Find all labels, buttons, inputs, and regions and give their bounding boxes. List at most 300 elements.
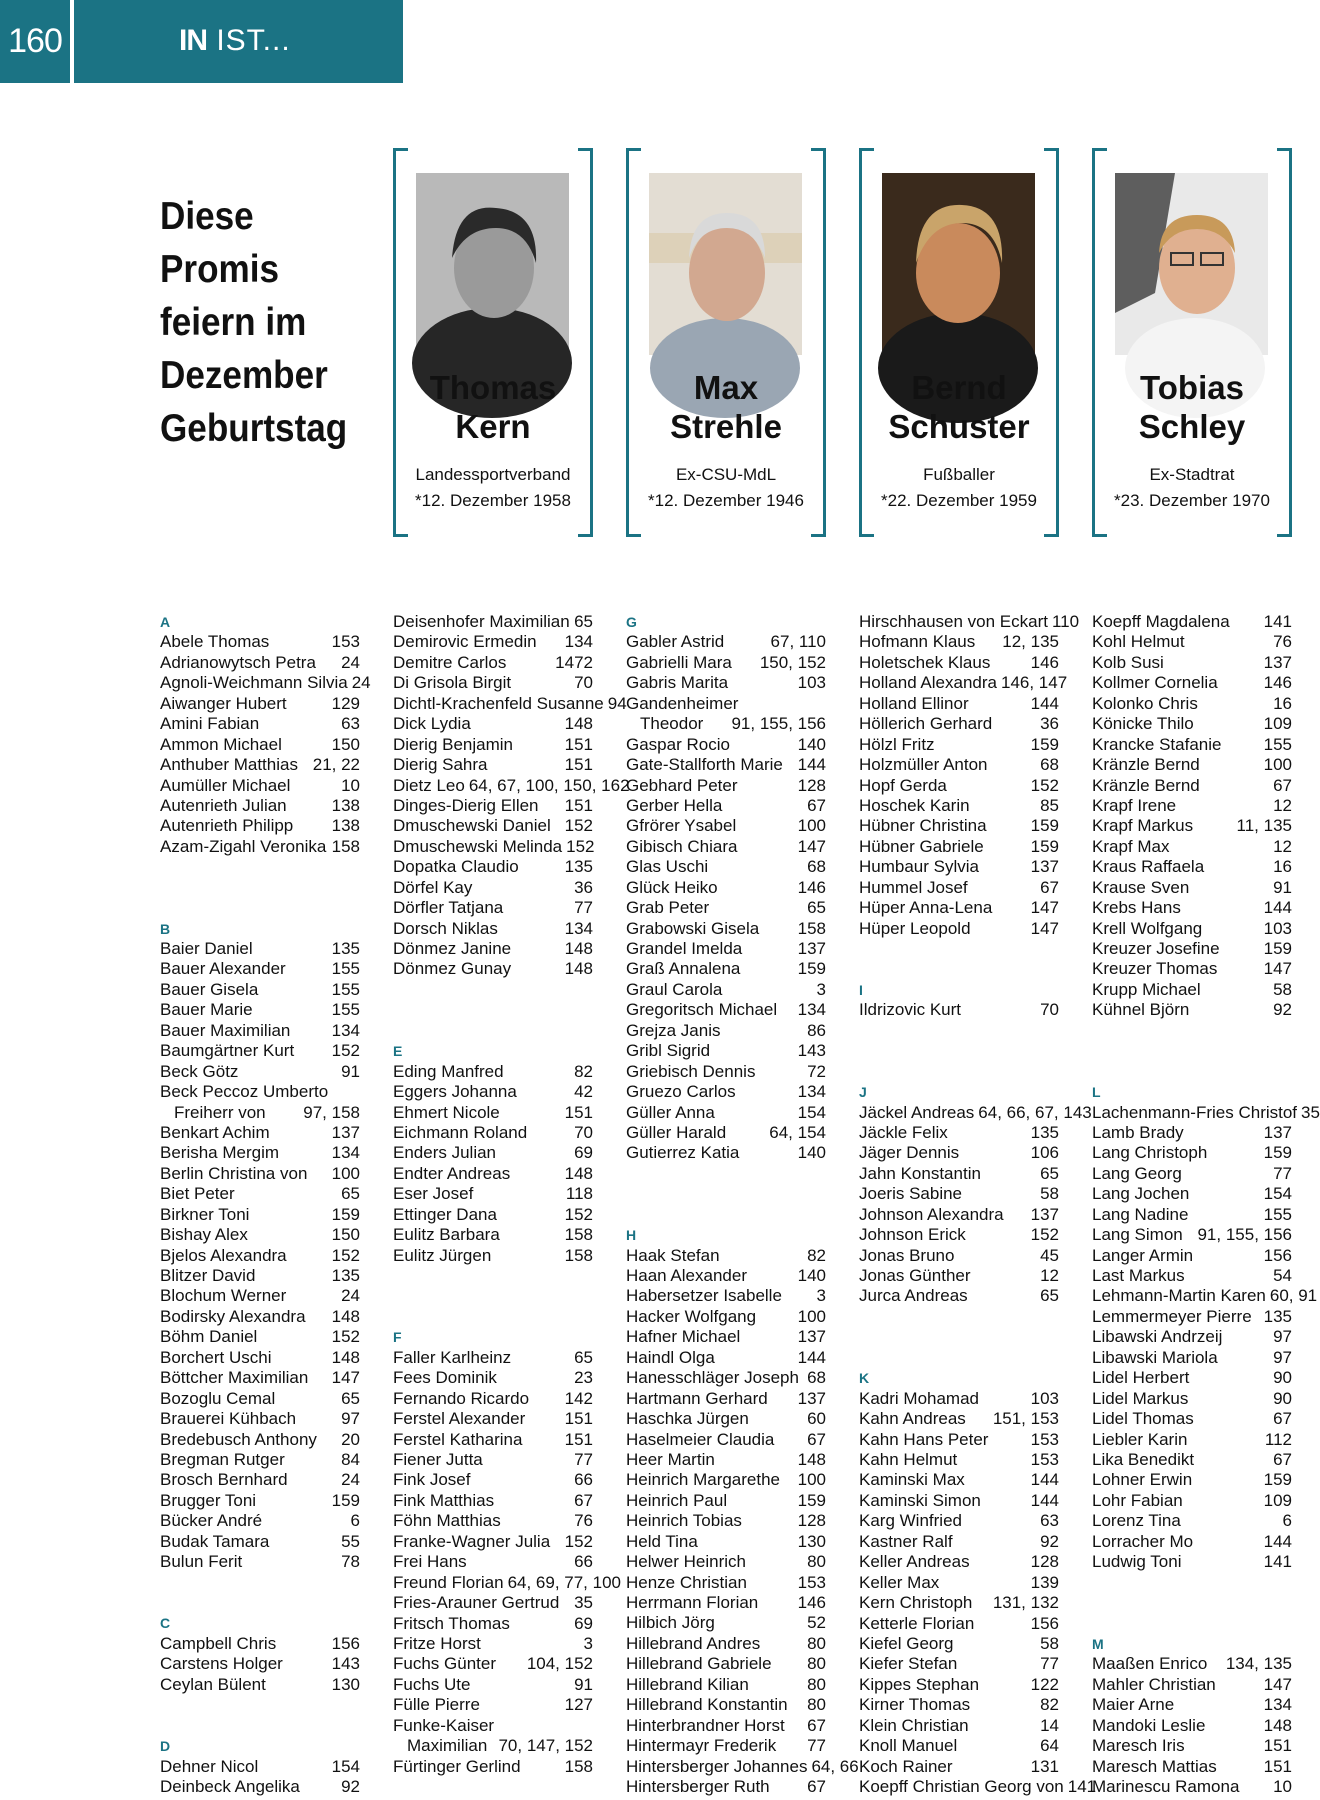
index-entry-pages: 65	[341, 1388, 360, 1408]
index-entry-name: Birkner Toni	[160, 1204, 250, 1224]
index-entry-name: Hillebrand Andres	[626, 1633, 761, 1653]
index-entry	[1092, 837, 1292, 857]
index-entry-name: Klein Christian	[859, 1715, 969, 1735]
index-entry-pages: 91, 155, 156	[1197, 1225, 1292, 1245]
index-entry	[859, 1532, 1059, 1552]
index-entry-pages: 147	[1263, 959, 1292, 979]
celebrity-card-strehle	[626, 148, 826, 533]
headline-line: Dezember	[160, 354, 328, 397]
index-entry-pages: 151	[1263, 1756, 1292, 1776]
celebrity-info	[626, 462, 826, 514]
index-entry-name: Eichmann Roland	[393, 1122, 528, 1142]
index-entry	[626, 1756, 859, 1777]
index-column-3	[626, 612, 859, 1797]
index-entry-pages: 147	[1030, 898, 1059, 918]
index-entry-name: Deisenhofer Maximilian	[393, 612, 570, 631]
index-entry-name: Hanesschläger Joseph	[626, 1368, 799, 1388]
index-entry-name: Hafner Michael	[626, 1327, 741, 1347]
index-entry	[160, 1675, 360, 1695]
index-entry	[1092, 632, 1292, 652]
index-entry-name: Gebhard Peter	[626, 775, 738, 795]
index-entry-pages: 151	[564, 1409, 593, 1429]
index-entry	[393, 1593, 593, 1613]
index-entry-pages: 10	[341, 775, 360, 795]
index-entry-name: Kirner Thomas	[859, 1695, 971, 1715]
section-title-bold: IN	[179, 24, 207, 57]
section-header	[74, 0, 403, 83]
celebrity-birthdate: *12. Dezember 1958	[415, 491, 571, 510]
index-entry-name: Hüper Leopold	[859, 918, 971, 938]
index-entry-name: Bregman Rutger	[160, 1449, 285, 1469]
index-entry	[859, 1430, 1059, 1450]
index-entry	[859, 837, 1059, 857]
index-entry-name: Krebs Hans	[1092, 898, 1181, 918]
index-entry	[393, 1470, 593, 1490]
index-entry-name: Haak Stefan	[626, 1245, 720, 1265]
index-entry	[626, 1368, 826, 1388]
index-entry	[859, 1757, 1059, 1777]
index-entry	[1092, 1307, 1292, 1327]
index-entry-name: Bulun Ferit	[160, 1552, 243, 1572]
index-entry-name: Hartmann Gerhard	[626, 1388, 768, 1408]
index-entry-pages: 137	[331, 1122, 360, 1142]
index-entry	[160, 653, 360, 673]
index-entry-name: Amini Fabian	[160, 714, 260, 734]
index-entry	[626, 1286, 826, 1306]
index-entry-pages: 137	[797, 1327, 826, 1347]
index-entry	[859, 1184, 1059, 1204]
index-entry-name: Lidel Markus	[1092, 1388, 1189, 1408]
index-entry-name: Koepff Christian Georg von	[859, 1777, 1064, 1797]
index-entry-name: Krupp Michael	[1092, 979, 1201, 999]
index-entry-name: Ettinger Dana	[393, 1204, 497, 1224]
index-entry-pages: 144	[1263, 1531, 1292, 1551]
index-entry-pages: 67	[574, 1490, 593, 1510]
index-entry-name: Gandenheimer	[626, 693, 739, 713]
index-entry	[626, 1348, 826, 1368]
index-entry-name: Marinescu Ramona	[1092, 1777, 1240, 1796]
index-entry-name: Benkart Achim	[160, 1122, 270, 1142]
index-entry	[1092, 1430, 1292, 1450]
index-entry-pages	[822, 694, 826, 714]
index-entry-name: Hofmann Klaus	[859, 632, 976, 652]
index-entry-name: Maaßen Enrico	[1092, 1654, 1208, 1674]
index-letter-heading: K	[859, 1370, 870, 1387]
index-entry-pages: 24	[341, 652, 360, 672]
index-entry	[1092, 1102, 1320, 1123]
index-entry-name: Dehner Nicol	[160, 1756, 259, 1776]
index-entry	[160, 1389, 360, 1409]
index-entry-pages: 151	[564, 1102, 593, 1122]
index-entry-name: Hilbich Jörg	[626, 1613, 715, 1633]
index-entry-pages: 12	[1273, 836, 1292, 856]
first-name: Max	[693, 369, 759, 406]
index-entry-name: Lohner Erwin	[1092, 1470, 1193, 1490]
index-entry-pages: 63	[341, 714, 360, 734]
portrait-photo	[649, 173, 802, 355]
index-entry	[859, 1736, 1059, 1756]
index-entry-pages: 64, 154	[769, 1122, 826, 1142]
index-entry	[160, 735, 360, 755]
index-entry-name: Faller Karlheinz	[393, 1347, 512, 1367]
index-entry-pages: 77	[1040, 1654, 1059, 1674]
index-entry-pages: 152	[566, 836, 595, 856]
index-entry	[1092, 694, 1292, 714]
index-entry-pages: 154	[797, 1102, 826, 1122]
last-name: Kern	[455, 408, 531, 445]
index-entry-pages: 24	[341, 1286, 360, 1306]
index-entry	[160, 632, 360, 652]
index-entry-pages: 146	[1263, 673, 1292, 693]
index-entry-pages: 141	[1263, 1552, 1292, 1572]
index-entry-name: Gate-Stallforth Marie	[626, 755, 783, 775]
index-entry-name: Fees Dominik	[393, 1368, 497, 1388]
index-entry-pages: 147	[1263, 1674, 1292, 1694]
index-entry-name: Dopatka Claudio	[393, 857, 519, 877]
index-entry-name: Ferstel Katharina	[393, 1429, 523, 1449]
index-entry	[393, 939, 593, 959]
index-entry	[626, 1327, 826, 1347]
index-entry-name: Maresch Iris	[1092, 1736, 1185, 1756]
index-entry-pages: 128	[797, 775, 826, 795]
index-entry-name: Lohr Fabian	[1092, 1490, 1183, 1510]
index-entry-pages: 135	[1263, 1306, 1292, 1326]
index-entry-name: Bauer Alexander	[160, 959, 286, 979]
index-entry-pages: 60	[807, 1409, 826, 1429]
index-entry	[160, 1082, 360, 1102]
index-entry-name: Brauerei Kühbach	[160, 1409, 297, 1429]
index-entry-pages: 65	[574, 612, 593, 631]
index-entry-pages: 144	[797, 755, 826, 775]
section-spacer	[859, 939, 1059, 980]
celebrity-card-schuster	[859, 148, 1059, 533]
index-entry-name: Autenrieth Julian	[160, 795, 287, 815]
index-entry-name: Held Tina	[626, 1531, 698, 1551]
index-entry-name: Theodor	[640, 714, 704, 734]
index-entry-pages: 97	[341, 1409, 360, 1429]
index-entry	[160, 1368, 360, 1388]
index-entry	[160, 980, 360, 1000]
index-entry	[626, 980, 826, 1000]
index-entry-name: Aumüller Michael	[160, 775, 291, 795]
index-entry-pages: 158	[564, 1756, 593, 1776]
index-entry-pages: 92	[341, 1777, 360, 1796]
index-entry-name: Lehmann-Martin Karen	[1092, 1286, 1266, 1306]
index-entry-name: Eggers Johanna	[393, 1082, 517, 1102]
index-entry	[393, 735, 593, 755]
index-entry-pages: 92	[1040, 1531, 1059, 1551]
index-entry-name: Frei Hans	[393, 1552, 467, 1572]
index-entry-name: Blitzer David	[160, 1266, 256, 1286]
index-entry-name: Gaspar Rocio	[626, 734, 730, 754]
index-entry-name: Kolb Susi	[1092, 652, 1164, 672]
index-entry	[160, 1430, 360, 1450]
index-entry-name: Di Grisola Birgit	[393, 673, 512, 693]
index-entry	[393, 714, 593, 734]
index-entry-pages: 146	[797, 1593, 826, 1613]
index-entry-pages: 134	[1263, 1695, 1292, 1715]
celebrity-name	[1092, 368, 1292, 446]
index-entry-pages: 150, 152	[759, 652, 826, 672]
index-entry	[1092, 816, 1292, 836]
index-entry-pages: 128	[797, 1511, 826, 1531]
index-entry	[1092, 1123, 1292, 1143]
index-entry-pages: 67	[1273, 775, 1292, 795]
index-entry	[859, 1205, 1059, 1225]
index-entry-pages: 77	[574, 898, 593, 918]
index-entry-pages: 151	[564, 755, 593, 775]
index-entry	[859, 1777, 1097, 1797]
index-entry-pages: 118	[565, 1184, 593, 1204]
index-entry-pages: 155	[331, 959, 360, 979]
index-entry	[626, 1389, 826, 1409]
index-entry-name: Autenrieth Philipp	[160, 816, 294, 836]
celebrity-role: Landessportverband	[415, 465, 571, 484]
index-entry-name: Demirovic Ermedin	[393, 632, 537, 652]
last-name: Schley	[1138, 408, 1246, 445]
index-entry	[626, 1266, 826, 1286]
index-entry-name: Jonas Bruno	[859, 1245, 955, 1265]
index-letter-heading: H	[626, 1227, 637, 1244]
index-entry-pages: 156	[1030, 1613, 1059, 1633]
index-entry-pages: 131	[1030, 1756, 1059, 1776]
index-entry	[393, 1143, 593, 1163]
index-entry-name: Haschka Jürgen	[626, 1409, 749, 1429]
index-entry-pages: 67	[807, 1776, 826, 1796]
index-entry	[160, 1327, 360, 1347]
index-entry-name: Fernando Ricardo	[393, 1388, 530, 1408]
index-entry	[859, 735, 1059, 755]
index-entry	[626, 1470, 826, 1490]
index-entry	[160, 1348, 360, 1368]
index-entry	[160, 1164, 360, 1184]
index-entry-name: Kahn Hans Peter	[859, 1429, 989, 1449]
index-entry-name: Fink Matthias	[393, 1490, 495, 1510]
index-entry	[160, 1634, 360, 1654]
index-entry	[859, 776, 1059, 796]
index-entry	[1092, 796, 1292, 816]
index-entry-name: Hübner Christina	[859, 816, 987, 836]
index-entry	[393, 959, 593, 979]
index-entry	[160, 1511, 360, 1531]
headline-line: Geburtstag	[160, 407, 348, 450]
index-entry-name: Krell Wolfgang	[1092, 918, 1203, 938]
index-letter-heading: L	[1092, 1084, 1101, 1101]
index-entry-name: Hinterbrandner Horst	[626, 1715, 785, 1735]
index-letter-heading: J	[859, 1084, 867, 1101]
index-entry-name: Dmuschewski Melinda	[393, 836, 563, 856]
index-entry	[1092, 1246, 1292, 1266]
index-entry	[393, 1082, 593, 1102]
section-spacer	[160, 1573, 360, 1614]
index-entry	[393, 1552, 593, 1572]
headline	[160, 190, 367, 455]
index-entry	[393, 898, 593, 918]
index-entry	[626, 653, 826, 673]
index-entry-name: Hintersberger Johannes	[626, 1756, 808, 1776]
index-entry	[393, 1430, 593, 1450]
index-entry-pages: 65	[1040, 1163, 1059, 1183]
index-entry	[393, 653, 593, 673]
index-entry-name: Freund Florian	[393, 1572, 504, 1592]
index-entry	[626, 1491, 826, 1511]
index-entry-pages: 60, 91	[1269, 1286, 1318, 1306]
index-letter-heading: D	[160, 1738, 171, 1755]
index-entry-name: Lidel Thomas	[1092, 1409, 1194, 1429]
index-entry-name: Dorsch Niklas	[393, 918, 498, 938]
index-entry-pages: 16	[1273, 857, 1292, 877]
index-entry	[1092, 1225, 1292, 1245]
index-entry-name: Gabrielli Mara	[626, 652, 732, 672]
index-entry-name: Kadri Mohamad	[859, 1388, 980, 1408]
index-entry-pages: 128	[1030, 1552, 1059, 1572]
index-entry	[626, 1675, 826, 1695]
index-entry-pages: 135	[1030, 1122, 1059, 1142]
index-entry	[859, 1000, 1059, 1020]
index-entry-name: Berisha Mergim	[160, 1143, 280, 1163]
index-entry-name: Carstens Holger	[160, 1654, 283, 1674]
index-entry-pages: 91	[341, 1061, 360, 1081]
index-entry	[859, 1286, 1059, 1306]
index-entry-pages: 3	[583, 1633, 593, 1653]
index-entry-pages: 70	[1040, 1000, 1059, 1020]
index-column-1	[160, 612, 371, 1797]
index-entry	[393, 919, 593, 939]
index-letter-heading: A	[160, 614, 171, 630]
index-entry	[160, 837, 360, 857]
index-entry-pages: 24	[341, 1470, 360, 1490]
index-entry-name: Glas Uschi	[626, 857, 709, 877]
celebrity-role: Ex-Stadtrat	[1149, 465, 1235, 484]
index-entry-pages: 82	[807, 1245, 826, 1265]
index-entry	[160, 1409, 360, 1429]
index-entry-pages: 148	[564, 1163, 593, 1183]
index-entry	[393, 632, 593, 652]
index-entry-pages: 58	[1040, 1633, 1059, 1653]
index-entry	[393, 1184, 593, 1204]
index-entry	[160, 694, 360, 714]
index-entry-pages: 142	[564, 1388, 593, 1408]
index-entry	[626, 1736, 826, 1756]
index-entry	[1092, 714, 1292, 734]
index-entry	[1092, 735, 1292, 755]
index-entry	[160, 1757, 360, 1777]
index-entry-pages: 65	[574, 1347, 593, 1367]
index-entry-name: Hirschhausen von Eckart	[859, 612, 1048, 631]
index-entry	[859, 612, 1080, 632]
index-entry	[1092, 1777, 1292, 1797]
index-entry-name: Dinges-Dierig Ellen	[393, 795, 539, 815]
headline-line: feiern im	[160, 301, 307, 344]
index-entry-name: Campbell Chris	[160, 1633, 277, 1653]
index-entry	[626, 1000, 826, 1020]
section-spacer	[160, 1695, 360, 1736]
index-entry-pages: 138	[331, 795, 360, 815]
index-entry	[393, 1614, 593, 1634]
headline-line: Diese	[160, 195, 254, 238]
index-entry-name: Lemmermeyer Pierre	[1092, 1306, 1252, 1326]
index-entry-name: Fritsch Thomas	[393, 1613, 510, 1633]
index-entry-pages: 64, 66	[811, 1756, 859, 1776]
index-entry	[626, 1634, 826, 1654]
index-entry-pages: 16	[1273, 693, 1292, 713]
index-entry-name: Baumgärtner Kurt	[160, 1041, 295, 1061]
index-entry-pages: 112	[1264, 1429, 1292, 1449]
index-entry-pages: 100	[797, 816, 826, 836]
index-entry	[626, 1552, 826, 1572]
index-entry	[1092, 1205, 1292, 1225]
index-letter-heading: M	[1092, 1635, 1104, 1652]
index-entry-pages: 109	[1263, 714, 1292, 734]
index-entry-name: Lorracher Mo	[1092, 1531, 1194, 1551]
index-entry-pages: 94	[607, 693, 627, 713]
index-entry-name: Bücker André	[160, 1511, 263, 1531]
index-entry-pages: 64	[1040, 1736, 1059, 1756]
index-entry	[859, 796, 1059, 816]
index-entry	[1092, 1286, 1318, 1306]
index-entry-name: Krause Sven	[1092, 877, 1190, 897]
index-entry-name: Maximilian	[407, 1736, 488, 1756]
index-entry-pages: 148	[1263, 1715, 1292, 1735]
first-name: Bernd	[911, 369, 1007, 406]
index-entry	[626, 714, 826, 734]
index-entry-name: Ludwig Toni	[1092, 1552, 1182, 1572]
index-entry	[1092, 1736, 1292, 1756]
index-entry-name: Grab Peter	[626, 898, 710, 918]
index-entry	[626, 1103, 826, 1123]
index-entry-pages: 97	[1273, 1327, 1292, 1347]
first-name: Tobias	[1140, 369, 1244, 406]
index-entry-name: Fiener Jutta	[393, 1450, 483, 1469]
index-entry-pages: 135	[564, 857, 593, 877]
index-entry-name: Hüper Anna-Lena	[859, 898, 993, 918]
index-entry-pages: 6	[350, 1511, 360, 1531]
index-entry-name: Hölzl Fritz	[859, 734, 935, 754]
index-entry-name: Hübner Gabriele	[859, 836, 984, 856]
index-entry	[1092, 1757, 1292, 1777]
index-entry-name: Kohl Helmut	[1092, 632, 1185, 652]
index-entry	[859, 1634, 1059, 1654]
index-entry-pages: 156	[331, 1633, 360, 1653]
index-entry-pages: 67, 110	[770, 632, 826, 652]
index-entry-name: Dönmez Gunay	[393, 959, 512, 979]
index-entry-pages: 144	[1030, 1470, 1059, 1490]
index-entry-pages: 109	[1263, 1490, 1292, 1510]
index-entry	[160, 1062, 360, 1082]
index-entry	[393, 612, 593, 632]
index-entry-name: Holland Ellinor	[859, 693, 969, 713]
index-entry	[1092, 939, 1292, 959]
index-entry	[393, 837, 593, 857]
celebrity-card-schley	[1092, 148, 1292, 533]
index-entry-name: Herrmann Florian	[626, 1593, 759, 1613]
index-entry	[626, 1450, 826, 1470]
index-entry-name: Böhm Daniel	[160, 1327, 258, 1347]
index-entry-name: Höllerich Gerhard	[859, 714, 993, 734]
index-entry-pages: 135	[331, 1266, 360, 1286]
index-entry-pages: 151, 153	[992, 1409, 1059, 1429]
index-entry-name: Fuchs Günter	[393, 1654, 496, 1674]
index-entry-pages	[356, 1082, 360, 1102]
index-entry	[626, 816, 826, 836]
index-letter-heading: F	[393, 1329, 402, 1346]
index-entry-name: Lorenz Tina	[1092, 1511, 1181, 1531]
headline-line: Promis	[160, 248, 279, 291]
index-entry	[1092, 1266, 1292, 1286]
index-entry-name: Maresch Mattias	[1092, 1756, 1217, 1776]
index-entry	[1092, 1552, 1292, 1572]
index-entry-name: Beck Götz	[160, 1061, 239, 1081]
